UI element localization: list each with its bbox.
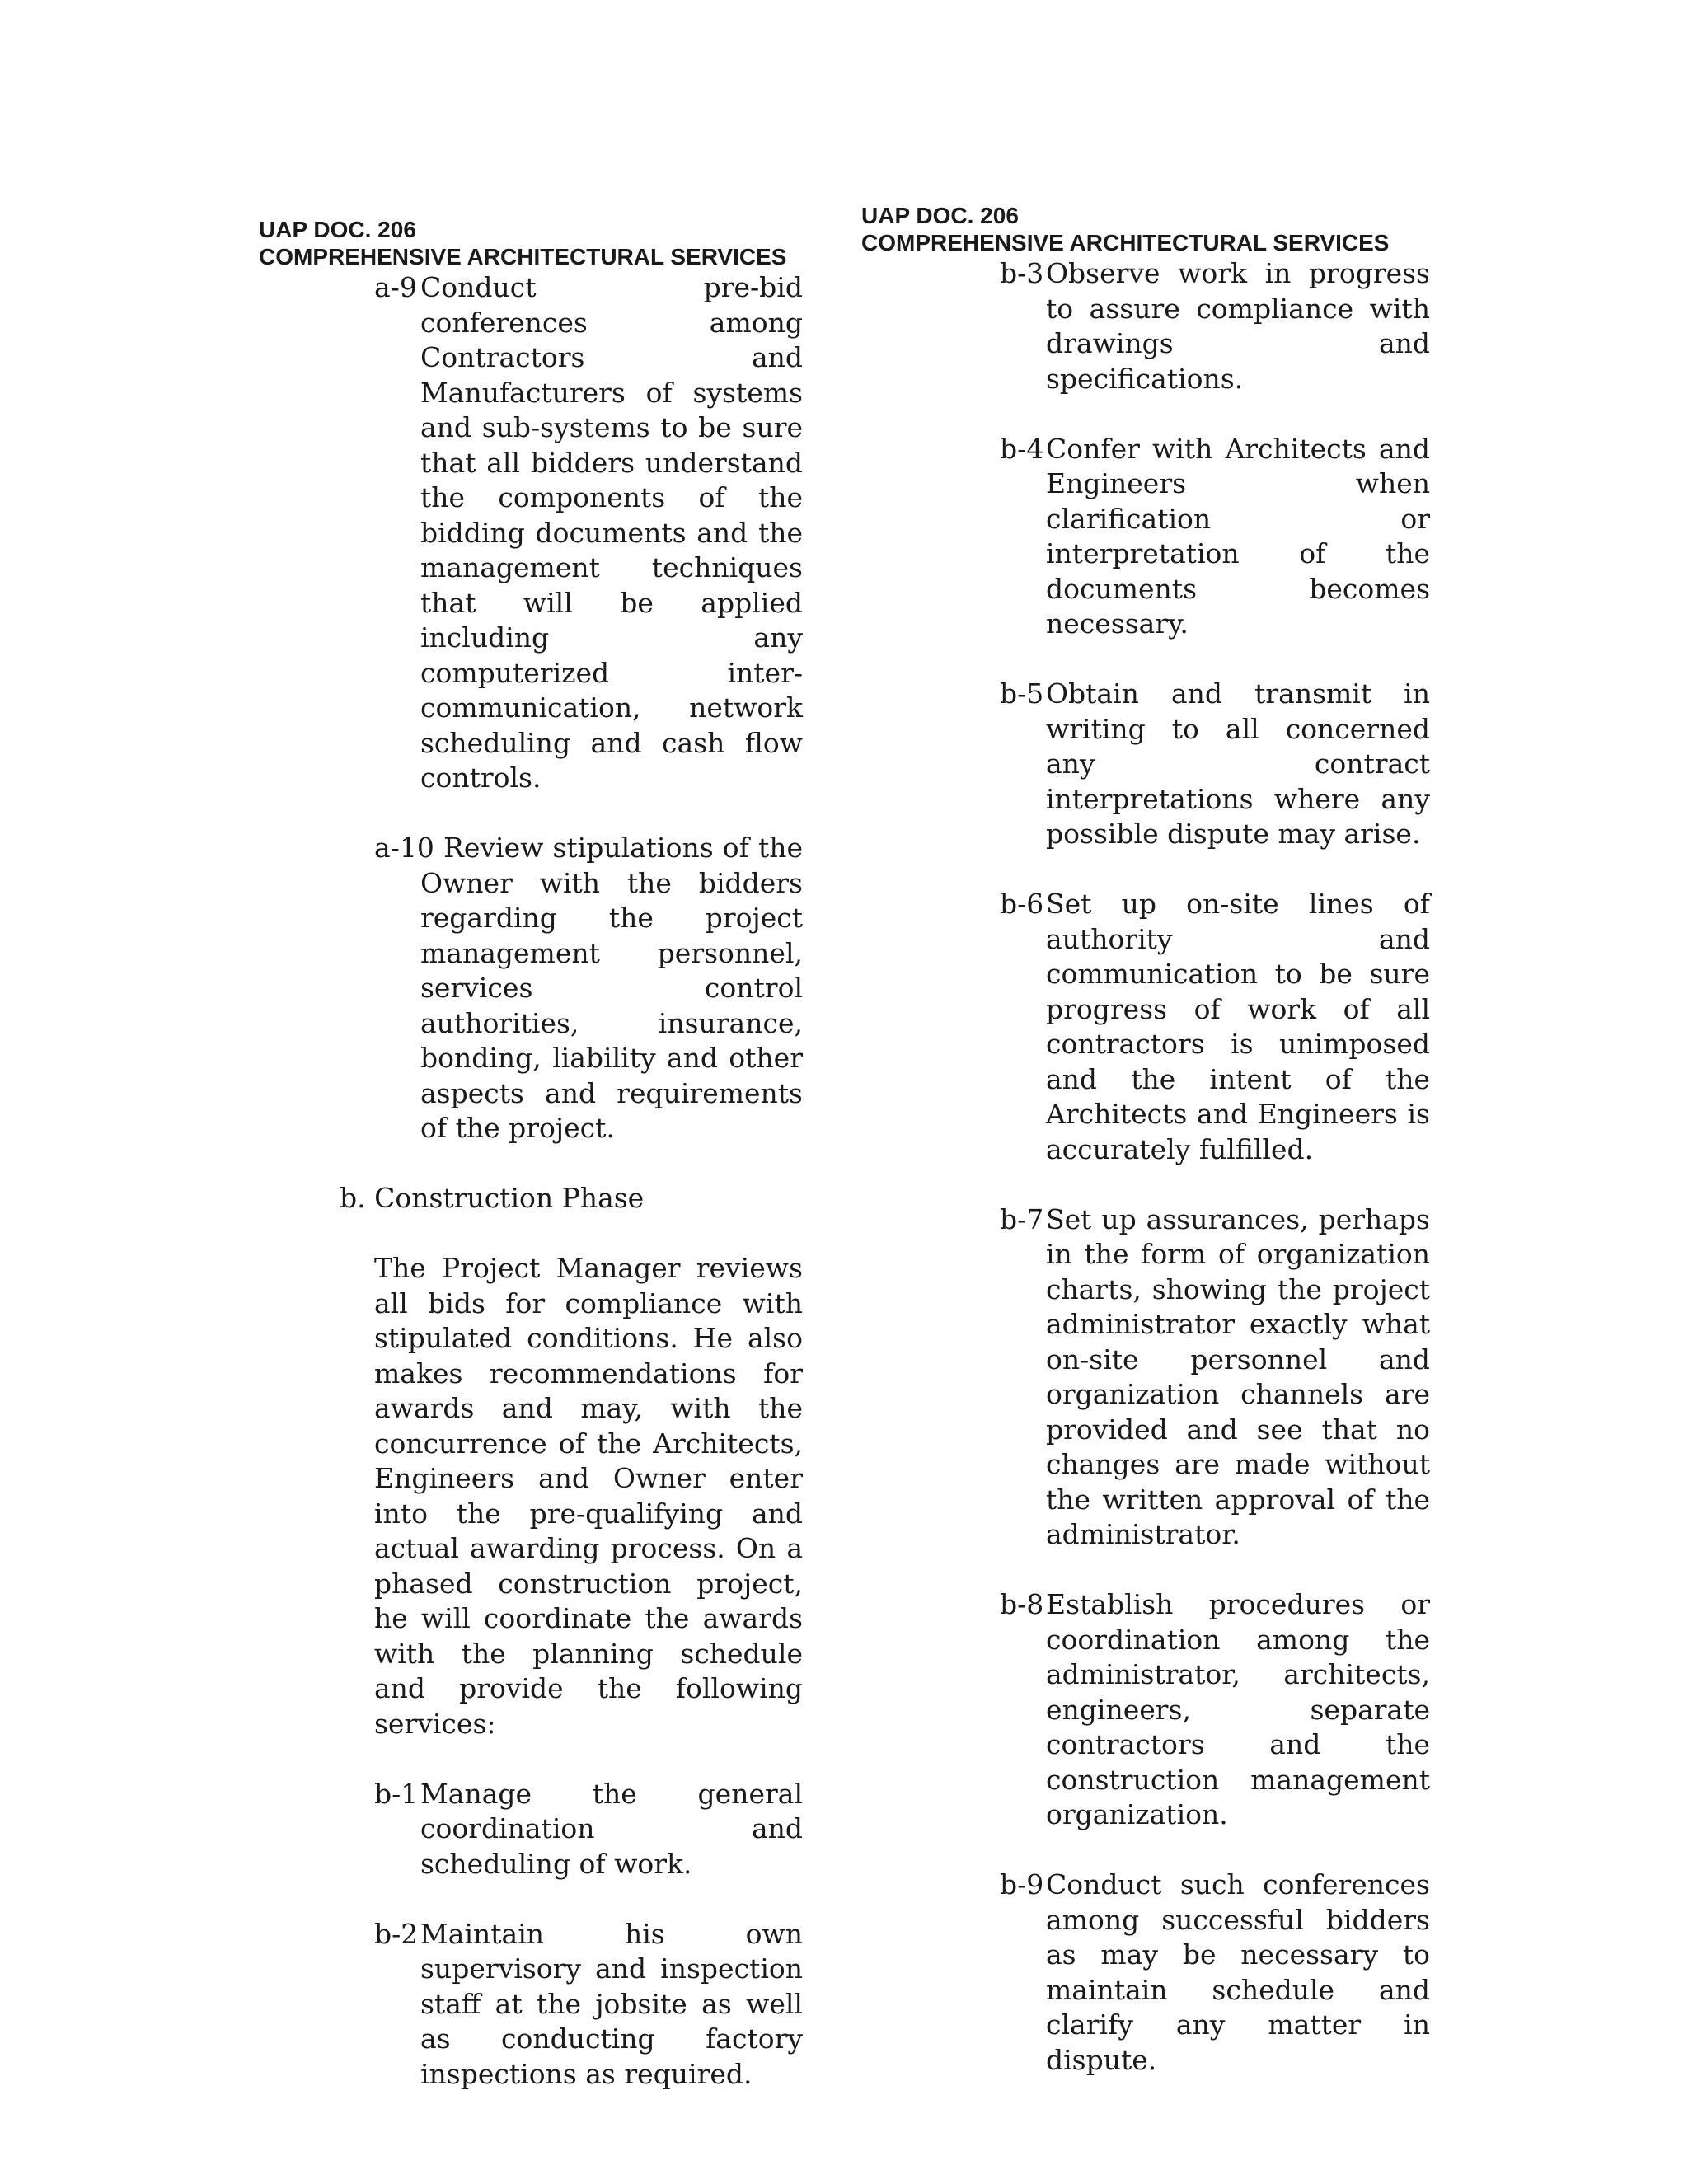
item-text: Observe work in progress to assure compliance with drawings and specifications. <box>1046 257 1430 395</box>
item-text: Review stipulations of the Owner with the bidders regarding the project management personnel, services control authorities, insurance, bonding, liability and other aspects and requirements of the project. <box>420 832 803 1144</box>
item-text: Set up on-site lines of authority and communication to be sure progress of work of all contractors is unimposed and the intent of the Architects and Engineers is accurately fulfilled. <box>1046 888 1430 1165</box>
item-label: b-4 <box>1000 432 1044 465</box>
item-label: b-1 <box>374 1777 419 1810</box>
section-title-construction-phase: b. Construction Phase <box>340 1182 645 1214</box>
right-column <box>861 202 1430 2078</box>
item-label: a-9 <box>374 271 417 303</box>
doc-header-title: COMPREHENSIVE ARCHITECTURAL SERVICES <box>259 244 787 269</box>
item-label: b-9 <box>1000 1868 1044 1900</box>
item-label: b-2 <box>374 1917 419 1950</box>
item-label: b-8 <box>1000 1588 1044 1620</box>
list-item-b1 <box>374 1777 803 1882</box>
item-label: b-3 <box>1000 257 1044 289</box>
list-item-b8 <box>1000 1587 1430 1833</box>
list-item-b2 <box>374 1917 803 2093</box>
items-b-list-right <box>1000 256 1430 2078</box>
item-label: b-5 <box>1000 677 1044 710</box>
list-item-b7 <box>1000 1202 1430 1553</box>
list-item-b4 <box>1000 432 1430 642</box>
list-item-b6 <box>1000 887 1430 1167</box>
item-text: Set up assurances, perhaps in the form of organization charts, showing the project administrator exactly what on-site personnel and organization channels are provided and see that no changes are made without the written approval of the administrator. <box>1046 1202 1430 1550</box>
doc-header-title: COMPREHENSIVE ARCHITECTURAL SERVICES <box>861 230 1390 255</box>
doc-header-code: UAP DOC. 206 <box>259 217 416 242</box>
left-column <box>259 216 803 2092</box>
list-item-b3 <box>1000 256 1430 396</box>
item-text: Manage the general coordination and scheduling of work. <box>420 1777 803 1880</box>
list-item-a9 <box>374 270 803 796</box>
list-item-b9 <box>1000 1868 1430 2078</box>
list-item-b5 <box>1000 677 1430 852</box>
item-text: Establish procedures or coordination among the administrator, architects, engineers, separate contractors and the construction management organization. <box>1046 1588 1430 1830</box>
item-label: b-7 <box>1000 1202 1044 1235</box>
items-a-list <box>374 270 803 1146</box>
item-label: b-6 <box>1000 888 1044 920</box>
items-b-list-left <box>374 1777 803 2093</box>
item-text: Obtain and transmit in writing to all concerned any contract interpretations where any possible dispute may arise. <box>1046 677 1430 850</box>
item-text: Maintain his own supervisory and inspection staff at the jobsite as well as conducting factory inspections as required. <box>420 1917 803 2090</box>
section-paragraph: The Project Manager reviews all bids for compliance with stipulated conditions. He also makes recommendations for awards and may, with the concurrence of the Architects, Engineers and Owner enter into the pre-qualifying and actual awarding process. On a phased construction project, he will coordinate the awards with the planning schedule and provide the following services: <box>374 1252 803 1740</box>
item-label: a-10 <box>374 832 434 864</box>
item-text: Conduct pre-bid conferences among Contractors and Manufacturers of systems and sub-systems to be sure that all bidders understand the components of the bidding documents and the management techniques that will be applied including any computerized inter-communication, network scheduling and cash flow controls. <box>420 271 803 794</box>
list-item-a10 <box>374 831 803 1146</box>
doc-header-code: UAP DOC. 206 <box>861 203 1019 228</box>
item-text: Confer with Architects and Engineers when clarification or interpretation of the documents becomes necessary. <box>1046 432 1430 640</box>
item-text: Conduct such conferences among successful bidders as may be necessary to maintain schedule and clarify any matter in dispute. <box>1046 1868 1430 2076</box>
